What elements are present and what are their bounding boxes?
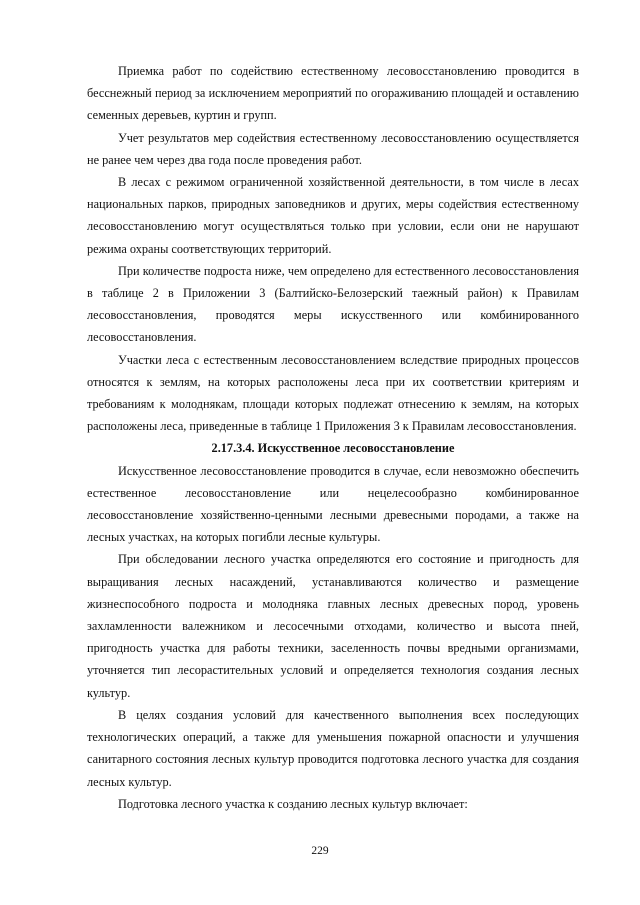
- paragraph: При количестве подроста ниже, чем определено для естественного лесовосстановления в таблице 2 в Приложении 3 (Балтийско-Белозерский таежный район) к Правилам лесовосстановления, проводятся меры искусственного или комбинированного лесовосстановления.: [87, 263, 579, 345]
- page-number: 229: [311, 845, 329, 857]
- paragraph: При обследовании лесного участка определяются его состояние и пригодность для выращивания лесных насаждений, устанавливаются количество и размещение жизнеспособного подроста и молодняка главных лесных древесных пород, уровень захламленности валежником и лесосечными отходами, количество и высота пней, пригодность участка для работы техники, заселенность почвы вредными организмами, уточняется тип лесорастительных условий и определяется технология создания лесных культур.: [87, 552, 579, 700]
- page-body: [87, 60, 579, 815]
- paragraph: В лесах с режимом ограниченной хозяйственной деятельности, в том числе в лесах национальных парков, природных заповедников и других, меры содействия естественному лесовосстановлению могут осуществляться только при условии, если они не нарушают режима охраны соответствующих территорий.: [87, 175, 579, 256]
- paragraph: Искусственное лесовосстановление проводится в случае, если невозможно обеспечить естественное лесовосстановление или нецелесообразно комбинированное лесовосстановление хозяйственно-ценными лесными древесными породами, а также на лесных участках, на которых погибли лесные культуры.: [87, 463, 579, 545]
- paragraph: Участки леса с естественным лесовосстановлением вследствие природных процессов относятся к землям, на которых расположены леса при их соответствии критериям и требованиям к молоднякам, площади которых подлежат отнесению к землям, на которых расположены леса, приведенные в таблице 1 Приложения 3 к Правилам лесовосстановления.: [87, 352, 579, 434]
- paragraph: Приемка работ по содействию естественному лесовосстановлению проводится в бесснежный период за исключением мероприятий по огораживанию площадей и оставлению семенных деревьев, куртин и групп.: [87, 64, 579, 123]
- section-heading: 2.17.3.4. Искусственное лесовосстановление: [211, 441, 455, 456]
- paragraph: Учет результатов мер содействия естественному лесовосстановлению осуществляется не ранее чем через два года после проведения работ.: [87, 130, 579, 167]
- paragraph: Подготовка лесного участка к созданию лесных культур включает:: [118, 796, 468, 811]
- paragraph: В целях создания условий для качественного выполнения всех последующих технологических операций, а также для уменьшения пожарной опасности и улучшения санитарного состояния лесных культур проводится подготовка лесного участка для создания лесных культур.: [87, 707, 579, 789]
